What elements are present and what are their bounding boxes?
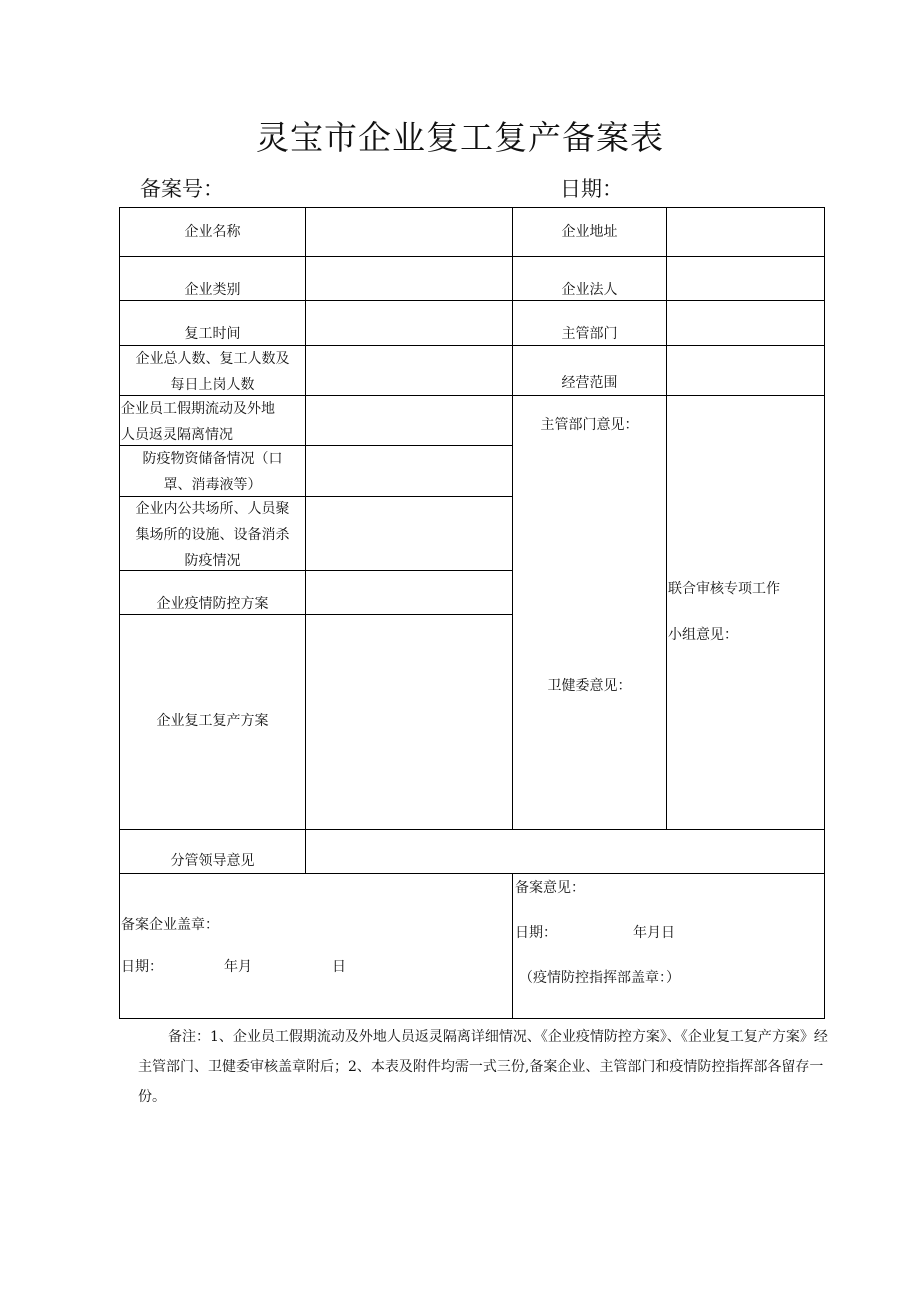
label-command-seal: （疫情防控指挥部盖章：）	[519, 970, 680, 986]
label-record-ymd: 年月日	[633, 925, 675, 941]
label-public-line3: 防疫情况	[184, 553, 241, 569]
label-resume-plan: 企业复工复产方案	[156, 713, 269, 729]
label-supplies-line2: 罩、消毒液等）	[163, 477, 262, 493]
footnote: 备注：1、企业员工假期流动及外地人员返灵隔离详细情况、《企业疫情防控方案》、《企业复工复产方案》经主管部门、卫健委审核盖章附后；2、本表及附件均需一式三份,备案企业、主管部门和疫情防控指挥部各留存一份。	[138, 1029, 828, 1105]
record-no-label: 备案号：	[140, 177, 224, 201]
label-legal-person: 企业法人	[561, 282, 618, 298]
label-record-opinion: 备案意见：	[515, 880, 585, 896]
label-supplies	[120, 446, 305, 498]
label-holiday-flow	[121, 396, 305, 448]
label-record-date: 日期：	[515, 925, 557, 941]
label-company-day: 日	[332, 959, 346, 975]
label-public-line1: 企业内公共场所、人员聚	[135, 501, 290, 517]
label-leader-opinion: 分管领导意见	[170, 853, 255, 869]
label-company-date: 日期：	[121, 959, 163, 975]
label-public-places	[120, 496, 305, 574]
label-joint-opinion-line2: 小组意见：	[668, 627, 738, 643]
label-headcount	[120, 346, 305, 398]
label-business-scope: 经营范围	[561, 375, 618, 391]
label-headcount-line2: 每日上岗人数	[170, 377, 255, 393]
label-dept-opinion: 主管部门意见：	[540, 417, 639, 433]
label-joint-opinion-line1: 联合审核专项工作	[668, 581, 780, 597]
label-company-name: 企业名称	[184, 224, 241, 240]
label-resume-time: 复工时间	[184, 326, 241, 342]
grid-hline	[119, 829, 825, 830]
page-title: 灵宝市企业复工复产备案表	[256, 118, 664, 157]
date-label: 日期：	[560, 177, 623, 201]
label-holiday-flow-line1: 企业员工假期流动及外地	[121, 401, 275, 417]
table-border-top	[119, 207, 825, 208]
label-company-seal: 备案企业盖章：	[121, 917, 219, 933]
label-company-address: 企业地址	[561, 224, 618, 240]
table-border-right	[824, 207, 825, 1019]
label-public-line2: 集场所的设施、设备消杀	[135, 527, 290, 543]
grid-vline	[512, 873, 513, 1019]
label-holiday-flow-line2: 人员返灵隔离情况	[121, 427, 233, 443]
grid-vline	[305, 207, 306, 873]
label-supervising-dept: 主管部门	[561, 326, 618, 342]
label-control-plan: 企业疫情防控方案	[156, 596, 269, 612]
label-company-year-month: 年月	[224, 959, 252, 975]
grid-hline	[119, 256, 825, 257]
label-company-type: 企业类别	[184, 282, 241, 298]
label-supplies-line1: 防疫物资储备情况（口	[142, 451, 283, 467]
label-health-opinion: 卫健委意见：	[547, 678, 632, 694]
table-border-bottom	[119, 1018, 825, 1019]
label-headcount-line1: 企业总人数、复工人数及	[135, 351, 290, 367]
